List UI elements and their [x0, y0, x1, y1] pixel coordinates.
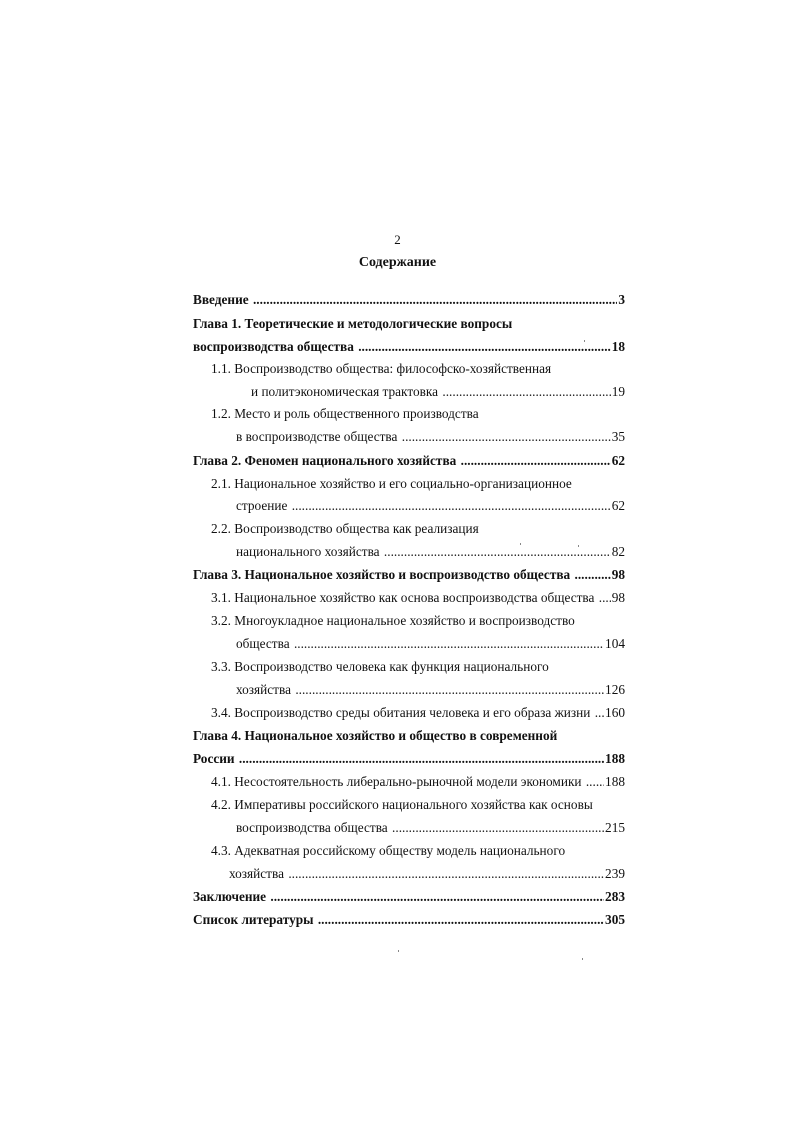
toc-entry-section-1-2-line-2: в воспроизводстве общества 35 .....	[236, 427, 625, 447]
scan-speck	[582, 958, 583, 960]
toc-entry-section-3-4: 3.4. Воспроизводство среды обитания человека и его образа жизни 160 .....	[211, 703, 625, 723]
page-title: Содержание	[358, 255, 437, 270]
scan-speck	[578, 545, 579, 547]
toc-entry-conclusion: Заключение 283 .....	[193, 887, 625, 907]
toc-entry-section-4-2-line-1: 4.2. Императивы российского национального хозяйства как основы	[211, 797, 593, 812]
toc-entry-section-4-3-line-2: хозяйства 239 .....	[229, 864, 625, 884]
toc-entry-section-1-1-line-1: 1.1. Воспроизводство общества: философско-хозяйственная	[211, 361, 552, 376]
toc-entry-chapter-1-line-2: воспроизводства общества 18 .....	[193, 337, 625, 357]
toc-entry-section-3-2-line-1: 3.2. Многоукладное национальное хозяйство и воспроизводство	[211, 613, 575, 628]
toc-entry-section-4-3-line-1: 4.3. Адекватная российскому обществу модель национального	[211, 843, 566, 858]
scan-speck	[584, 340, 585, 342]
toc-entry-section-3-2-line-2: общества 104 .....	[236, 634, 625, 654]
toc-entry-section-1-1-line-2: и политэкономическая трактовка 19 .....	[251, 382, 625, 402]
page-number: 2	[394, 232, 401, 247]
scan-speck	[398, 950, 399, 952]
toc-entry-section-3-3-line-1: 3.3. Воспроизводство человека как функция национального	[211, 659, 549, 674]
toc-entry-chapter-2: Глава 2. Феномен национального хозяйства 62 .....	[193, 451, 625, 471]
toc-entry-introduction: Введение 3 .....	[193, 290, 625, 310]
toc-entry-chapter-1-line-1: Глава 1. Теоретические и методологические вопросы	[193, 316, 513, 331]
toc-entry-chapter-4-line-1: Глава 4. Национальное хозяйство и общество в современной	[193, 728, 558, 743]
toc-entry-section-2-2-line-1: 2.2. Воспроизводство общества как реализация	[211, 521, 479, 536]
toc-entry-section-4-1: 4.1. Несостоятельность либерально-рыночной модели экономики 188 .....	[211, 772, 625, 792]
toc-entry-section-2-2-line-2: национального хозяйства 82 .....	[236, 542, 625, 562]
toc-entry-section-2-1-line-1: 2.1. Национальное хозяйство и его социально-организационное	[211, 476, 572, 491]
toc-entry-section-4-2-line-2: воспроизводства общества 215 .....	[236, 818, 625, 838]
toc-entry-section-3-3-line-2: хозяйства 126 .....	[236, 680, 625, 700]
toc-entry-section-3-1: 3.1. Национальное хозяйство как основа воспроизводства общества 98 .....	[211, 588, 625, 608]
scan-speck	[520, 543, 521, 545]
toc-entry-chapter-4-line-2: России 188 .....	[193, 749, 625, 769]
toc-entry-section-2-1-line-2: строение 62 .....	[236, 496, 625, 516]
toc-entry-references: Список литературы 305 .....	[193, 910, 625, 930]
toc-entry-section-1-2-line-1: 1.2. Место и роль общественного производства	[211, 406, 479, 421]
toc-entry-chapter-3: Глава 3. Национальное хозяйство и воспроизводство общества 98 .....	[193, 565, 625, 585]
